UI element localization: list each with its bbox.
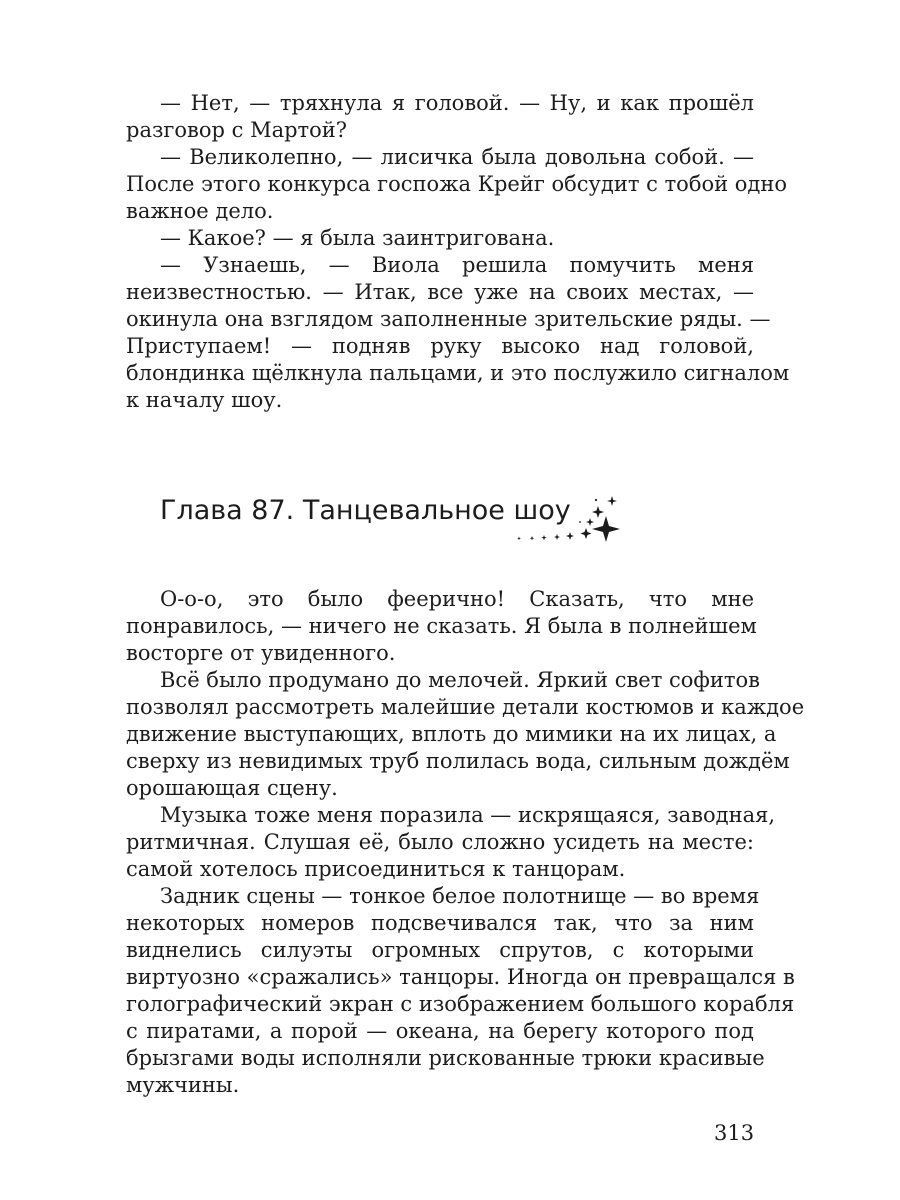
text-line: После этого конкурса госпожа Крейг обсудит с тобой одно bbox=[126, 172, 787, 196]
text-line: некоторых номеров подсвечивался так, что за ним bbox=[126, 911, 754, 935]
text-line: мужчины. bbox=[126, 1073, 240, 1097]
text-line: с пиратами, а порой — океана, на берегу которого под bbox=[126, 1019, 754, 1043]
text-line: голографический экран с изображением большого корабля bbox=[126, 992, 795, 1016]
text-line: ритмичная. Слушая её, было сложно усидеть на месте: bbox=[126, 830, 754, 854]
text-line: сверху из невидимых труб полилась вода, сильным дождём bbox=[126, 749, 790, 773]
text-line: — Нет, — тряхнула я головой. — Ну, и как прошёл bbox=[160, 91, 754, 115]
text-line: О-о-о, это было феерично! Сказать, что мне bbox=[160, 587, 754, 611]
text-line: Музыка тоже меня поразила — искрящаяся, заводная, bbox=[160, 803, 776, 827]
text-line: важное дело. bbox=[126, 199, 274, 223]
text-line: самой хотелось присоединиться к танцорам. bbox=[126, 857, 626, 881]
sparkle-stars-icon bbox=[510, 492, 630, 548]
page-number: 313 bbox=[714, 1121, 755, 1145]
text-line: — Великолепно, — лисичка была довольна собой. — bbox=[160, 145, 754, 169]
text-line: позволял рассмотреть малейшие детали костюмов и каждое bbox=[126, 695, 805, 719]
text-line: — Узнаешь, — Виола решила помучить меня bbox=[160, 253, 754, 277]
text-line: виднелись силуэты огромных спрутов, с которыми bbox=[126, 938, 754, 962]
text-line: окинула она взглядом заполненные зрительские ряды. — bbox=[126, 307, 771, 331]
text-line: разговор с Мартой? bbox=[126, 118, 348, 142]
chapter-title: Глава 87. Танцевальное шоу bbox=[160, 495, 571, 526]
text-line: блондинка щёлкнула пальцами, и это послужило сигналом bbox=[126, 361, 790, 385]
text-line: виртуозно «сражались» танцоры. Иногда он превращался в bbox=[126, 965, 795, 989]
text-line: движение выступающих, вплоть до мимики на их лицах, а bbox=[126, 722, 777, 746]
text-line: орошающая сцену. bbox=[126, 776, 338, 800]
text-line: к началу шоу. bbox=[126, 388, 283, 412]
text-line: восторге от увиденного. bbox=[126, 641, 396, 665]
text-line: Задник сцены — тонкое белое полотнище — во время bbox=[160, 884, 760, 908]
text-line: — Какое? — я была заинтригована. bbox=[160, 226, 555, 250]
text-line: Всё было продумано до мелочей. Яркий свет софитов bbox=[160, 668, 760, 692]
text-line: понравилось, — ничего не сказать. Я была в полнейшем bbox=[126, 614, 757, 638]
text-line: Приступаем! — подняв руку высоко над головой, bbox=[126, 334, 754, 358]
text-line: неизвестностью. — Итак, все уже на своих местах, — bbox=[126, 280, 754, 304]
text-line: брызгами воды исполняли рискованные трюки красивые bbox=[126, 1046, 765, 1070]
